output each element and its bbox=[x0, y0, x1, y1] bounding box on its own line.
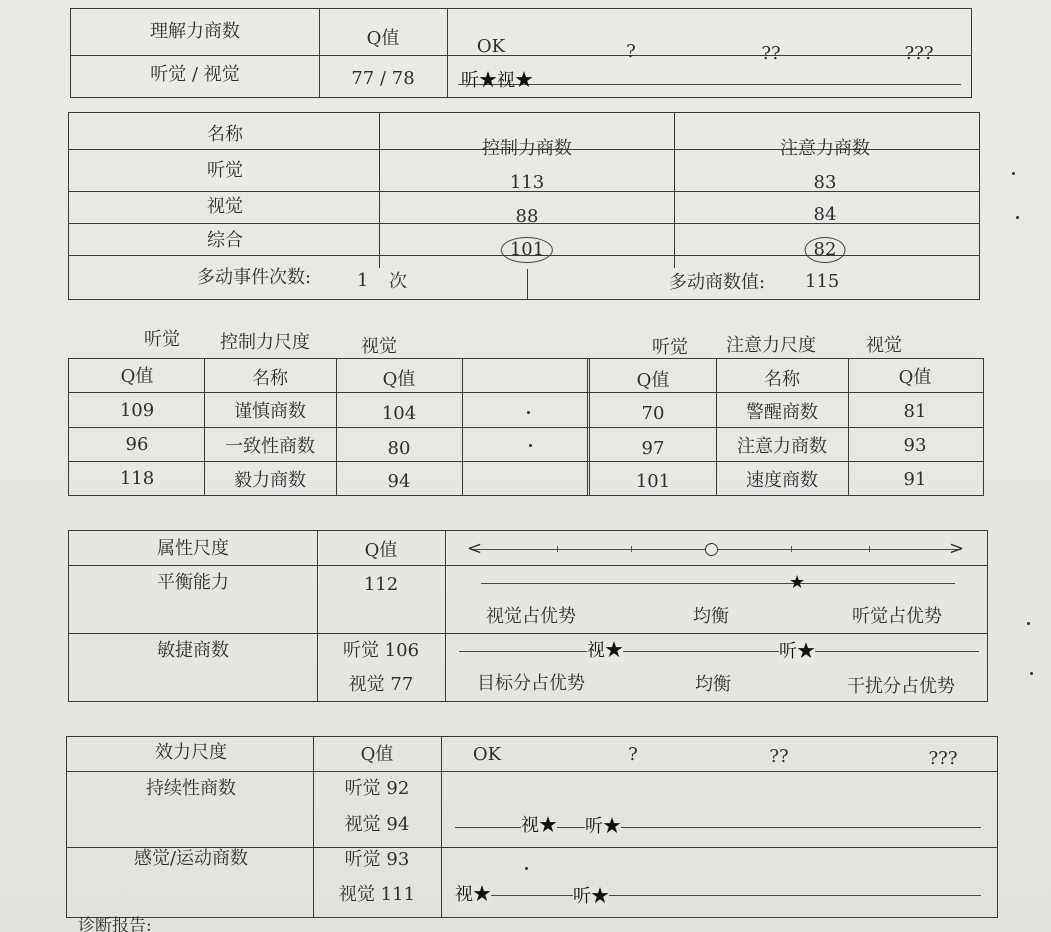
right-row2-name: 注意力商数 bbox=[737, 436, 827, 457]
summary-table bbox=[68, 112, 980, 300]
balance-star-icon: ★ bbox=[789, 572, 806, 593]
stray-mark bbox=[527, 411, 530, 414]
axis-tick bbox=[791, 546, 792, 552]
margin-mark bbox=[1016, 216, 1019, 219]
summary-row-vis-attention: 84 bbox=[813, 204, 837, 225]
comprehension-row-value: 77 / 78 bbox=[351, 68, 415, 89]
efficacy-scale-q2: ?? bbox=[769, 746, 789, 767]
right-row1-aud: 70 bbox=[641, 403, 665, 424]
summary-row-comb-name: 综合 bbox=[207, 230, 243, 251]
sustained-marker-aud: 听★ bbox=[585, 816, 621, 837]
margin-mark bbox=[1027, 622, 1030, 625]
efficacy-scale-ok: OK bbox=[472, 744, 502, 765]
left-row3-aud: 118 bbox=[119, 468, 155, 489]
balance-scale-right: 听觉占优势 bbox=[852, 606, 942, 627]
agility-scale-mid: 均衡 bbox=[695, 674, 731, 695]
scale-q3: ??? bbox=[904, 43, 934, 64]
sustained-vis: 视觉 94 bbox=[344, 814, 410, 835]
margin-mark bbox=[1030, 672, 1033, 675]
sustained-marker-vis: 视★ bbox=[521, 815, 557, 836]
agility-aud: 听觉 106 bbox=[342, 640, 420, 661]
right-q-aud-header: Q值 bbox=[636, 370, 670, 391]
right-row3-name: 速度商数 bbox=[746, 470, 818, 491]
sensory-marker-aud: 听★ bbox=[573, 886, 609, 907]
left-row2-name: 一致性商数 bbox=[225, 436, 315, 457]
stray-mark bbox=[525, 867, 528, 870]
agility-marker-aud: 听★ bbox=[779, 641, 815, 662]
left-row1-name: 谨慎商数 bbox=[234, 401, 306, 422]
right-title-name: 注意力尺度 bbox=[726, 335, 816, 356]
agility-line bbox=[459, 651, 979, 652]
scale-q1: ? bbox=[626, 41, 636, 62]
summary-row-vis-name: 视觉 bbox=[207, 196, 243, 217]
attribute-header: 属性尺度 bbox=[157, 538, 229, 559]
left-q-aud-header: Q值 bbox=[120, 366, 154, 387]
scale-q2: ?? bbox=[761, 43, 781, 64]
balance-label: 平衡能力 bbox=[157, 572, 229, 593]
comprehension-table bbox=[70, 8, 972, 98]
right-title-aud: 听觉 bbox=[652, 337, 688, 358]
left-q-vis-header: Q值 bbox=[382, 369, 416, 390]
summary-header-name: 名称 bbox=[207, 124, 243, 145]
attribute-q-header: Q值 bbox=[364, 540, 398, 561]
efficacy-scale-q3: ??? bbox=[928, 748, 958, 769]
left-row2-aud: 96 bbox=[125, 434, 149, 455]
agility-scale-left: 目标分占优势 bbox=[477, 673, 585, 694]
circled-attention: 82 bbox=[805, 237, 846, 263]
comprehension-row-label: 听觉 / 视觉 bbox=[150, 64, 240, 85]
margin-mark bbox=[1012, 172, 1015, 175]
summary-header-attention: 注意力商数 bbox=[780, 138, 870, 159]
balance-line bbox=[481, 583, 955, 584]
hyper-value: 115 bbox=[805, 271, 840, 292]
left-row3-vis: 94 bbox=[387, 471, 411, 492]
sensory-line bbox=[455, 895, 981, 896]
sensory-marker-vis: 视★ bbox=[455, 884, 491, 905]
sensory-vis: 视觉 111 bbox=[338, 884, 416, 905]
events-label: 多动事件次数: bbox=[197, 267, 312, 288]
scale-ok: OK bbox=[476, 36, 506, 57]
summary-row-aud-name: 听觉 bbox=[207, 160, 243, 181]
agility-label: 敏捷商数 bbox=[157, 640, 229, 661]
circled-control: 101 bbox=[501, 237, 553, 263]
summary-row-comb-attention bbox=[805, 237, 846, 263]
events-unit: 次 bbox=[389, 271, 407, 292]
right-row1-name: 警醒商数 bbox=[746, 402, 818, 423]
left-title-name: 控制力尺度 bbox=[220, 332, 310, 353]
comprehension-markers: 听★视★ bbox=[461, 70, 533, 91]
sustained-aud: 听觉 92 bbox=[344, 778, 410, 799]
right-name-header: 名称 bbox=[764, 369, 800, 390]
agility-vis: 视觉 77 bbox=[348, 674, 414, 695]
efficacy-table bbox=[66, 736, 998, 918]
axis-tick bbox=[631, 546, 632, 552]
comprehension-label: 理解力商数 bbox=[150, 21, 240, 42]
left-row1-vis: 104 bbox=[381, 403, 417, 424]
summary-header-control: 控制力商数 bbox=[482, 138, 572, 159]
axis-tick bbox=[557, 546, 558, 552]
summary-row-aud-control: 113 bbox=[509, 172, 545, 193]
balance-scale-mid: 均衡 bbox=[693, 606, 729, 627]
balance-scale-left: 视觉占优势 bbox=[486, 606, 576, 627]
summary-row-vis-control: 88 bbox=[515, 206, 539, 227]
arrow-left-icon: < bbox=[467, 538, 483, 559]
axis-tick bbox=[869, 546, 870, 552]
report-label: 诊断报告: bbox=[78, 916, 152, 932]
left-row1-aud: 109 bbox=[119, 400, 155, 421]
efficacy-header: 效力尺度 bbox=[155, 742, 227, 763]
right-title-vis: 视觉 bbox=[866, 335, 902, 356]
balance-value: 112 bbox=[363, 574, 399, 595]
efficacy-q-header: Q值 bbox=[360, 744, 394, 765]
q-header: Q值 bbox=[366, 28, 400, 49]
sensory-aud: 听觉 93 bbox=[344, 849, 410, 870]
left-title-vis: 视觉 bbox=[361, 336, 397, 357]
agility-scale-right: 干扰分占优势 bbox=[847, 676, 955, 697]
scales-table bbox=[68, 358, 984, 496]
left-row2-vis: 80 bbox=[387, 438, 411, 459]
summary-row-aud-attention: 83 bbox=[813, 172, 837, 193]
right-row3-aud: 101 bbox=[635, 471, 671, 492]
right-q-vis-header: Q值 bbox=[898, 367, 932, 388]
left-row3-name: 毅力商数 bbox=[234, 470, 306, 491]
sustained-label: 持续性商数 bbox=[146, 778, 236, 799]
left-name-header: 名称 bbox=[252, 368, 288, 389]
events-value: 1 bbox=[357, 270, 369, 291]
center-circle-icon bbox=[705, 543, 718, 556]
right-row3-vis: 91 bbox=[903, 469, 927, 490]
agility-marker-vis: 视★ bbox=[587, 640, 623, 661]
sensory-label: 感觉/运动商数 bbox=[133, 848, 249, 869]
attribute-table bbox=[68, 530, 988, 702]
summary-row-comb-control bbox=[501, 237, 553, 263]
right-row2-aud: 97 bbox=[641, 438, 665, 459]
efficacy-scale-q1: ? bbox=[628, 744, 638, 765]
right-row1-vis: 81 bbox=[903, 401, 927, 422]
left-title-aud: 听觉 bbox=[144, 329, 180, 350]
right-row2-vis: 93 bbox=[903, 435, 927, 456]
hyper-label: 多动商数值: bbox=[669, 272, 766, 293]
stray-mark bbox=[529, 444, 532, 447]
arrow-right-icon: > bbox=[949, 538, 965, 559]
